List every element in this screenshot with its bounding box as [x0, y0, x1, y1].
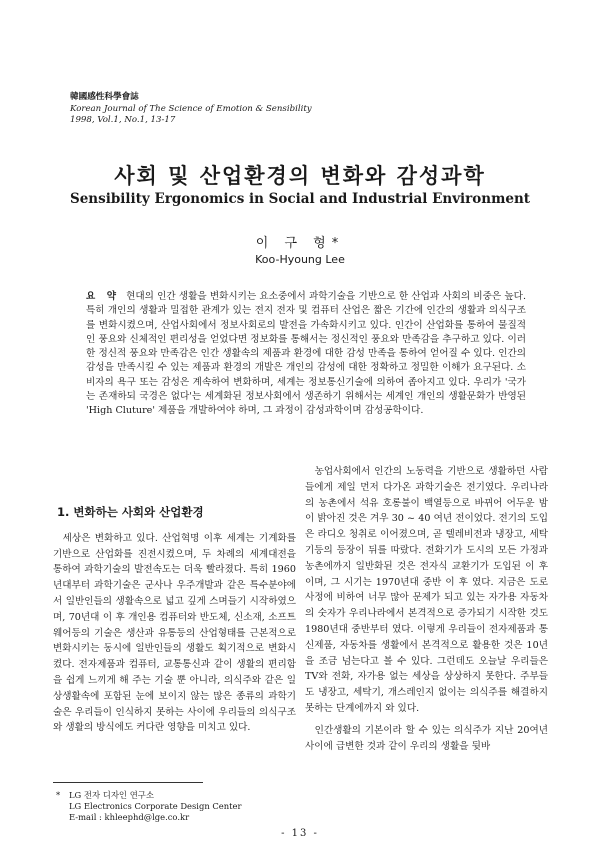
- paper-title-english: Sensibility Ergonomics in Social and Industrial Environment: [69, 191, 531, 207]
- footnote-affiliation-korean: LG 전자 디자인 연구소: [69, 790, 154, 800]
- journal-citation: 1998, Vol.1, No.1, 13-17: [70, 115, 176, 125]
- section-paragraph: 세상은 변화하고 있다. 산업혁명 이후 세계는 기계화를 기반으로 산업화를 진전시켰으며, 두 차례의 세계대전을 통하여 과학기술의 발전속도는 더욱 빨라졌다. 특히 1960년대부터 과학기술은 군사나 우주개발과 같은 특수분야에서 일반인들의 생활속으로 넓고 깊게 스며들기 시작하였으며, 70년대 이 후 개인용 컴퓨터와 반도체, 신소재, 소프트웨어등의 기술은 생산과 유통등의 산업형태를 근본적으로 변화시키는 동시에 일반인들의 생활도 획기적으로 변화시켰다. 전자제품과 컴퓨터, 교통통신과 같이 생활의 편리함을 쉽게 느끼게 해 주는 기술 뿐 아니라, 의식주와 같은 일상생활속에 포함된 눈에 보이지 않는 많은 종류의 과학기술은 우리들이 인식하지 못하는 사이에 우리들의 의식구조와 생활의 방식에도 커다란 영향을 미치고 있다.: [53, 532, 296, 734]
- page-number: - 13 -: [281, 828, 319, 839]
- footnote-affiliation-english: LG Electronics Corporate Design Center: [69, 801, 242, 811]
- author-name-korean: 이 구 형*: [255, 236, 345, 251]
- abstract: [86, 290, 526, 419]
- paper-title-korean: 사회 및 산업환경의 변화와 감성과학: [114, 164, 486, 188]
- footnote: [53, 790, 293, 823]
- journal-name-english: Korean Journal of The Science of Emotion & Sensibility: [70, 103, 312, 114]
- author-name-english: Koo-Hyoung Lee: [255, 253, 345, 266]
- abstract-label: 요 약: [86, 291, 121, 302]
- footnote-email: E-mail : khleephd@lge.co.kr: [69, 812, 190, 822]
- footnote-mark: *: [56, 790, 61, 800]
- left-column: [53, 505, 296, 736]
- footnote-divider: [53, 782, 203, 783]
- section-heading: 1. 변화하는 사회와 산업환경: [57, 505, 204, 519]
- right-paragraph-2: 인간생활의 기본이라 할 수 있는 의식주가 지난 20여년 사이에 급변한 것과 같이 우리의 생활을 뒷바: [305, 724, 548, 752]
- abstract-text: 현대의 인간 생활을 변화시키는 요소중에서 과학기술을 기반으로 한 산업과 사회의 비중은 높다. 특히 개인의 생활과 밀접한 관계가 있는 전지 전자 및 컴퓨터 산업은 짧은 기간에 인간의 생활과 의식구조를 변화시켰으며, 산업사회에서 정보사회로의 발전을 가속화시키고 있다. 인간이 산업화를 통하여 물질적인 풍요와 신체적인 편리성을 얻었다면 정보화를 통해서는 정신적인 풍요와 만족감을 추구하고 있다. 이러한 정신적 풍요와 만족감은 인간 생활속의 제품과 환경에 대한 감성 만족을 통하여 얻어질 수 있다. 인간의 감성을 만족시킬 수 있는 제품과 환경의 개발은 개인의 감성에 대한 정확하고 정밀한 이해가 요구된다. 소비자의 욕구 또는 감성은 계속하여 변화하며, 세계는 정보통신기술에 의하여 좁아지고 있다. 우리가 '국가는 존재하되 국경은 없다'는 세계화된 정보사회에서 생존하기 위해서는 세계인 개인의 생활문화가 반영된 'High Cluture' 제품을 개발하여야 하며, 그 과정이 감성과학이며 감성공학이다.: [86, 291, 526, 417]
- right-column: [305, 464, 548, 754]
- right-paragraph-1: 농업사회에서 인간의 노동력을 기반으로 생활하던 사람들에게 제일 먼저 다가온 과학기술은 전기였다. 우리나라의 농촌에서 석유 호롱불이 백열등으로 바뀌어 어두운 밤이 밝아진 것은 겨우 30 ~ 40 여년 전이었다. 전기의 도입은 라디오 청취로 이어졌으며, 곧 텔레비전과 냉장고, 세탁기등의 등장이 뒤를 따랐다. 전화기가 도시의 모든 가정과 농촌에까지 일반화된 것은 전자식 교환기가 도입된 이 후이며, 그 시기는 1970년대 중반 이 후 였다. 지금은 도로사정에 비하여 너무 많아 문제가 되고 있는 자가용 자동차의 숫자가 우리나라에서 본격적으로 증가되기 시작한 것도 1980년대 중반부터 였다. 이렇게 우리들이 전자제품과 통신제품, 자동차를 생활에서 본격적으로 활용한 것은 10년을 조금 넘는다고 볼 수 있다. 그런데도 오늘날 우리들은 TV와 전화, 자가용 없는 세상을 상상하지 못한다. 주부들도 냉장고, 세탁기, 개스레인지 없이는 의식주를 해결하지 못하는 단계에까지 와 있다.: [305, 466, 548, 714]
- journal-header: [70, 92, 312, 127]
- journal-name-korean: 韓國感性科學會誌: [70, 92, 139, 102]
